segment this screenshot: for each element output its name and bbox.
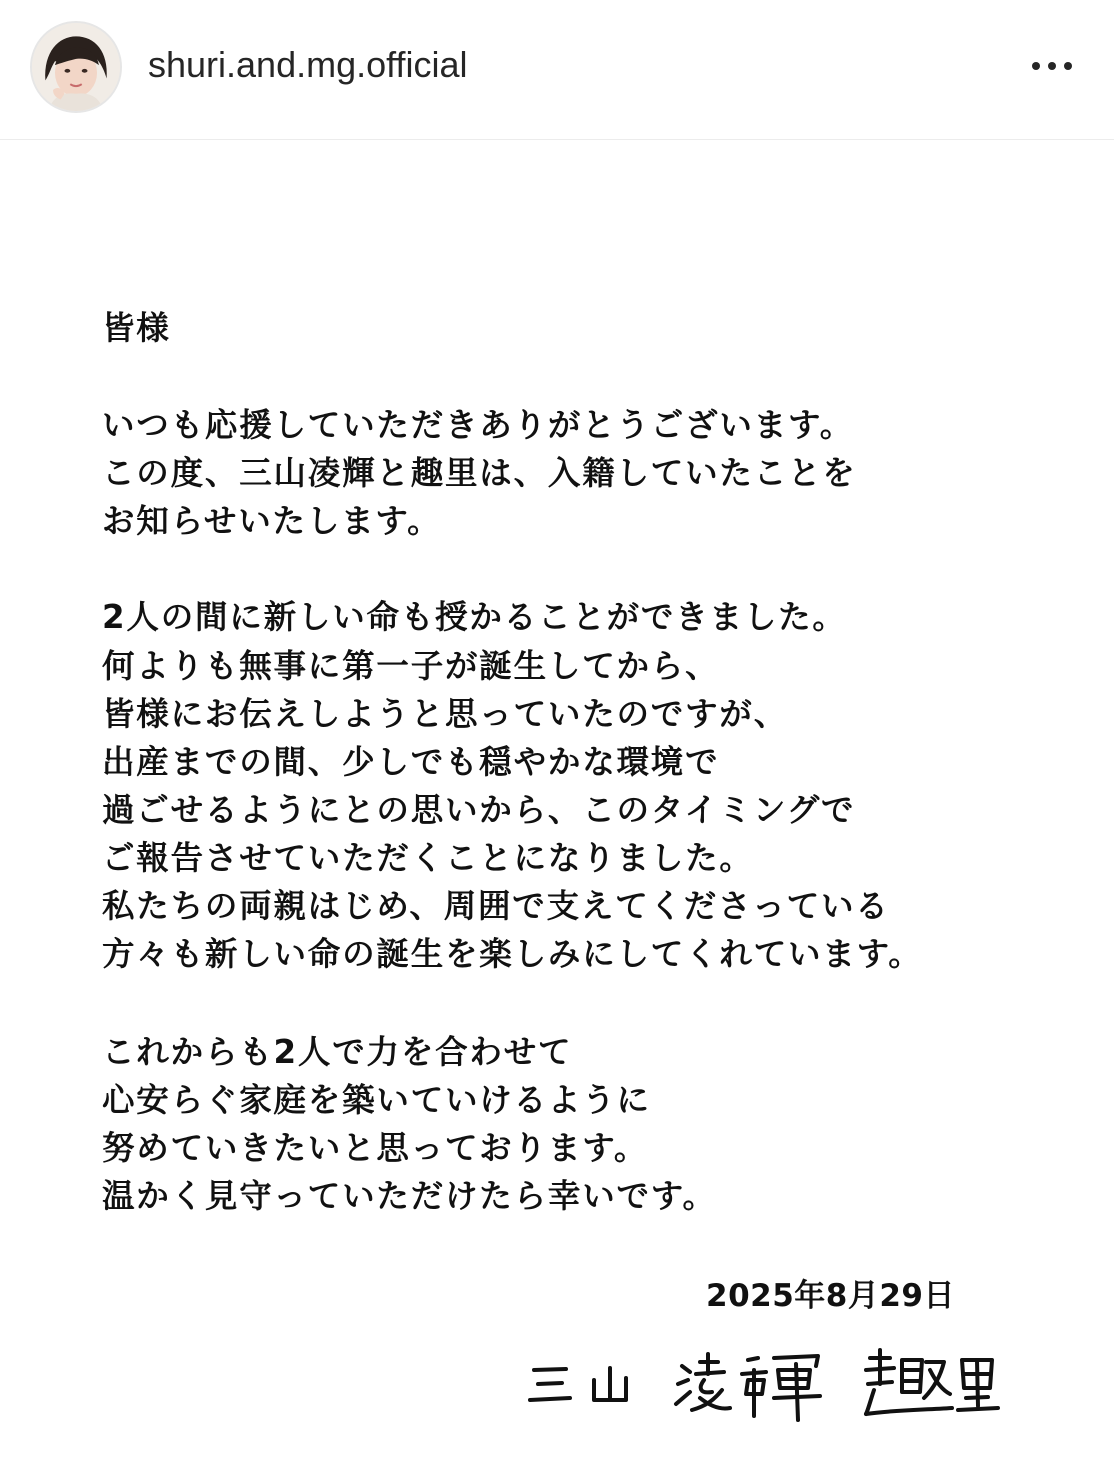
more-horizontal-icon [1032,62,1072,70]
letter-line: 努めていきたいと思っております。 [102,1129,649,1167]
more-options-button[interactable] [1020,44,1084,88]
signature-image [522,1340,1002,1430]
letter-line: 私たちの両親はじめ、周囲で支えてくださっている [102,887,890,925]
profile-avatar[interactable] [30,21,122,113]
letter-line: お知らせいたします。 [102,502,442,540]
letter-line: 出産までの間、少しでも穏やかな環境で [102,743,720,781]
letter-line: この度、三山凌輝と趣里は、入籍していたことを [102,454,857,492]
letter-line: いつも応援していただきありがとうございます。 [102,406,855,444]
salutation: 皆様 [102,309,171,347]
letter-line: 方々も新しい命の誕生を楽しみにしてくれています。 [102,935,923,973]
handwritten-signature [522,1340,1002,1430]
letter-line: これからも2人で力を合わせて [102,1033,573,1071]
letter-line: ご報告させていただくことになりました。 [102,839,754,877]
letter-line: 過ごせるようにとの思いから、このタイミングで [102,791,856,829]
letter-line: 2人の間に新しい命も授かることができました。 [102,598,847,636]
letter-date: 2025年8月29日 [706,1278,955,1314]
letter-line: 皆様にお伝えしようと思っていたのですが、 [102,695,789,733]
username[interactable]: shuri.and.mg.official [148,44,468,85]
avatar-portrait-icon [32,23,120,111]
letter-line: 何よりも無事に第一子が誕生してから、 [102,647,720,685]
letter-line: 心安らぐ家庭を築いていけるように [102,1081,651,1119]
post-header [0,0,1114,140]
letter-line: 温かく見守っていただけたら幸いです。 [102,1177,717,1215]
